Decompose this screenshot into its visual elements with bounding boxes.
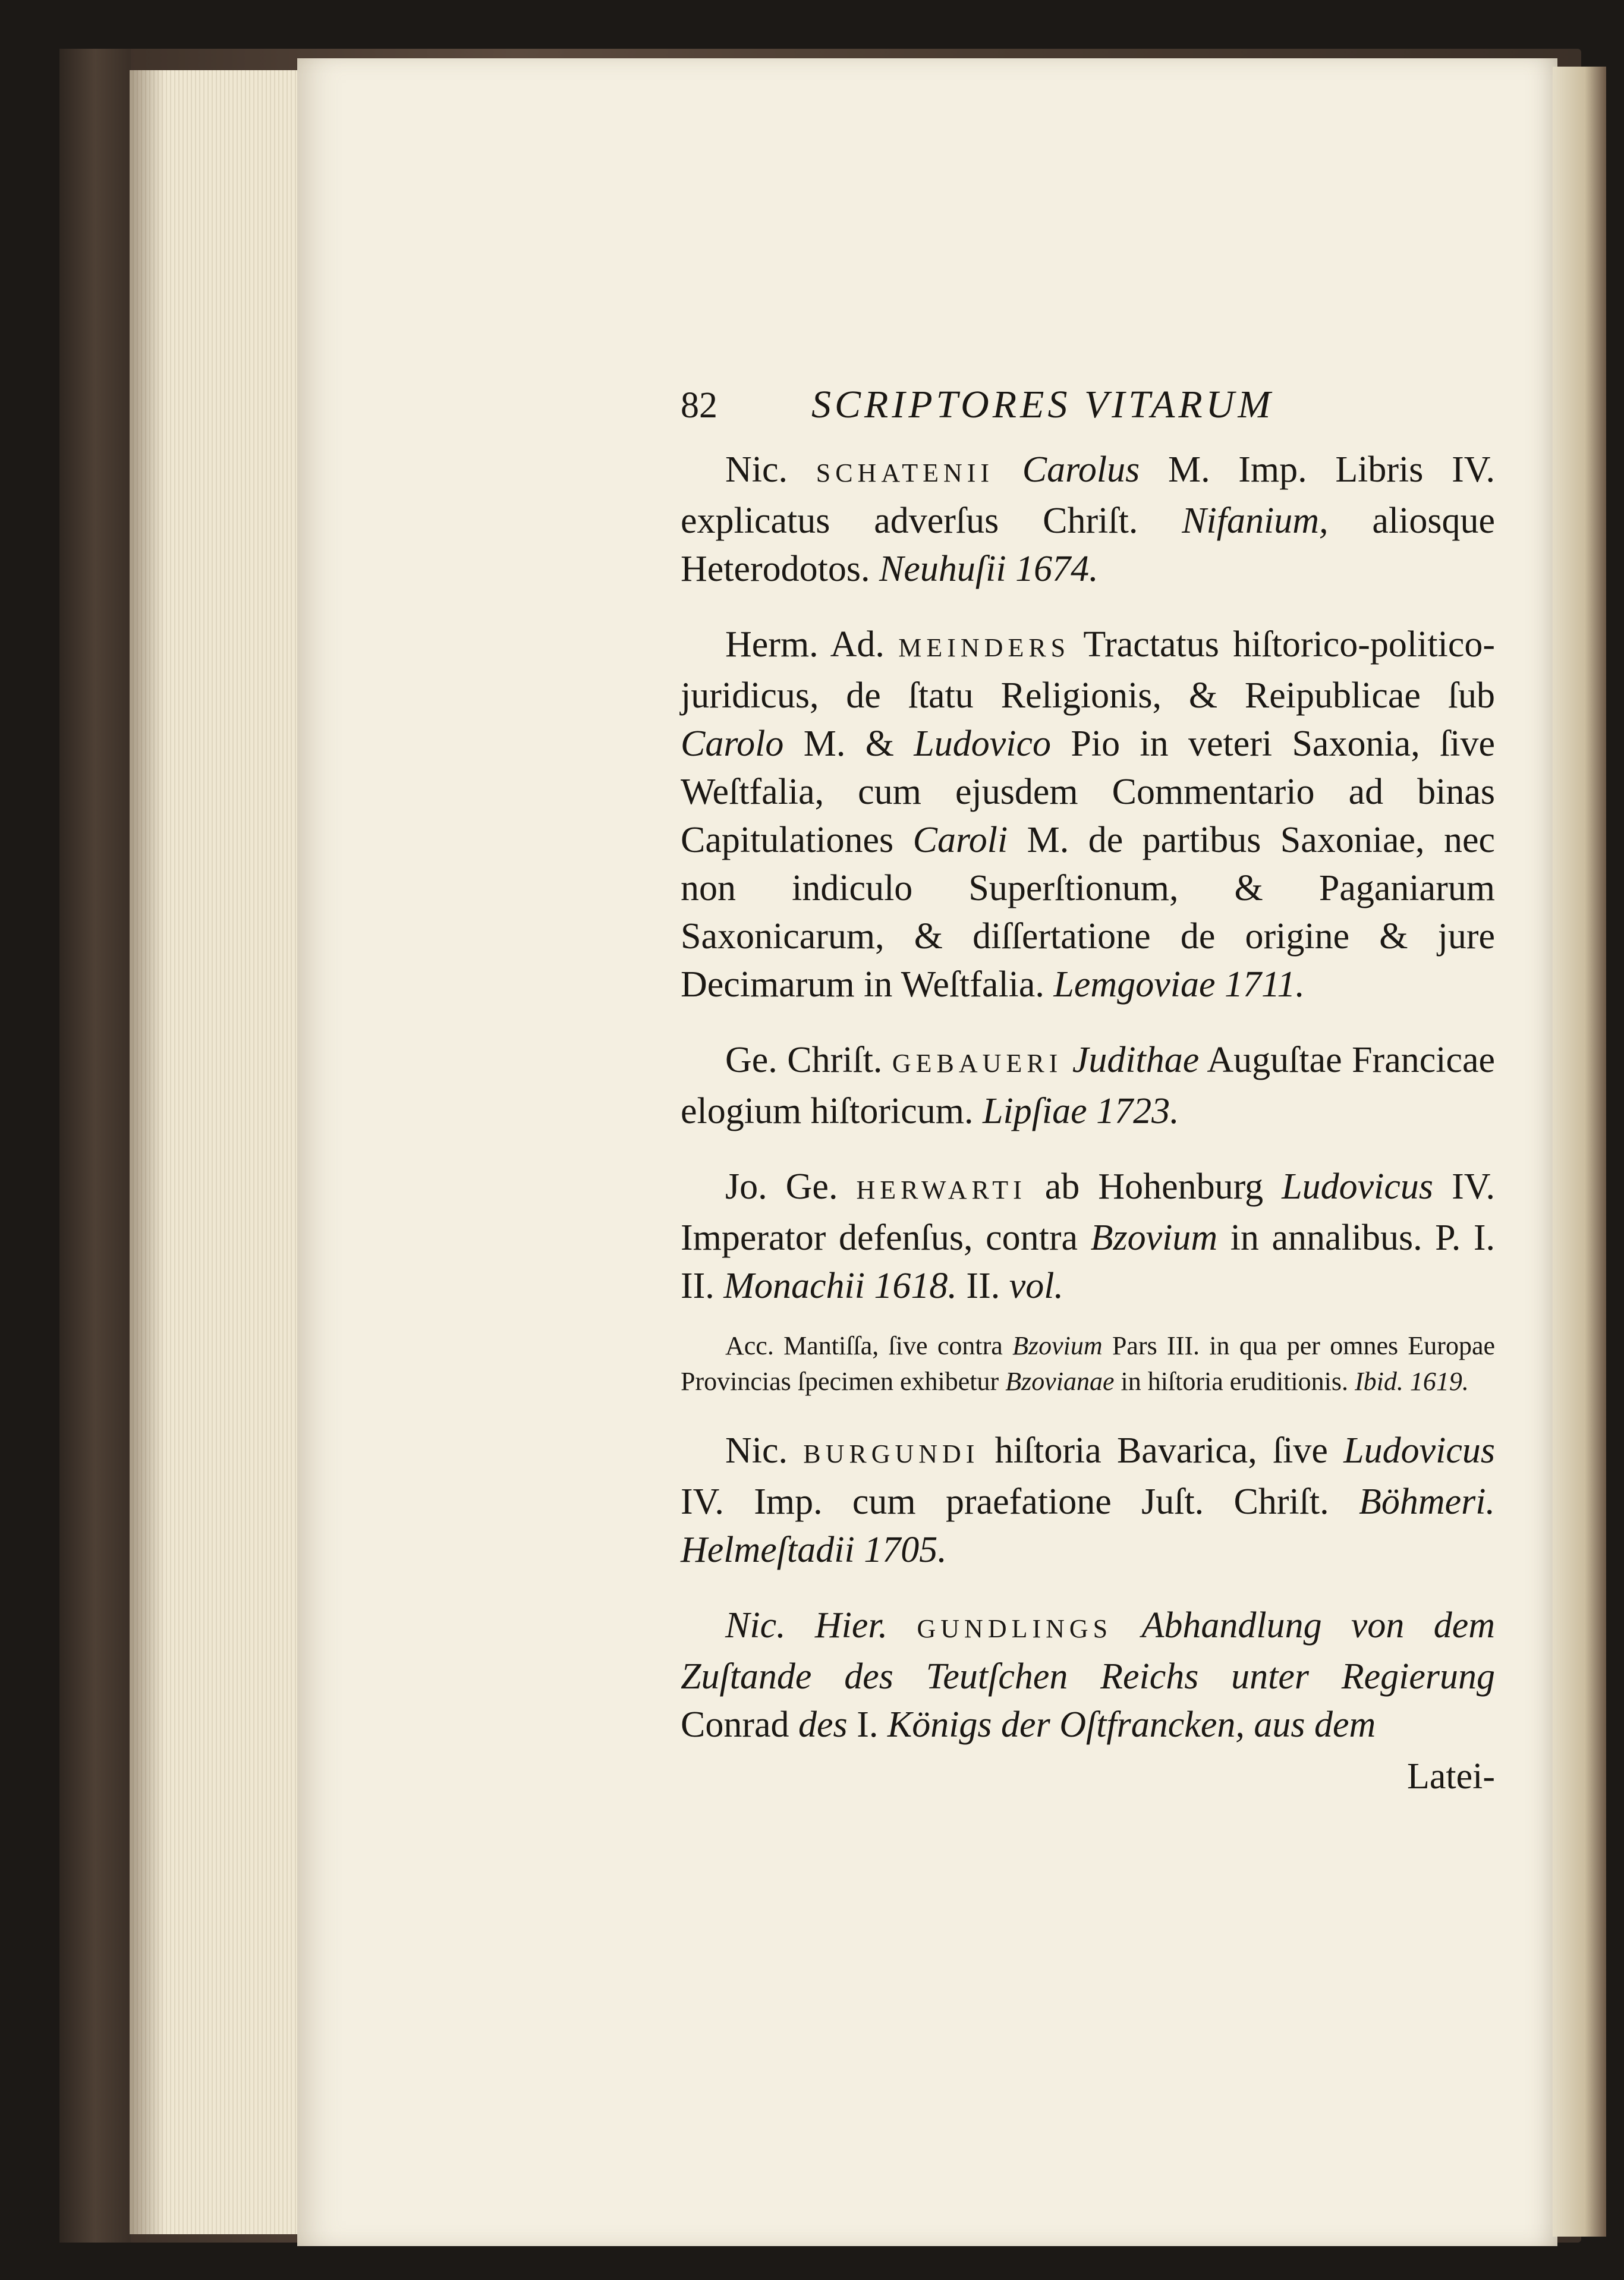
note-text: Acc. Mantiſſa, ſive contra bbox=[725, 1331, 1013, 1360]
entry-text: II. bbox=[956, 1266, 1009, 1306]
entry-text: M. Imp. Libris IV. explicatus adverſus Chriſt. bbox=[681, 449, 1496, 541]
entry-text: M. de partibus Saxoniae, nec non indiculo Superſtionum, & Paganiarum Saxonicarum, & diſſertatione de origine & jure Decimarum in Weſtfalia. bbox=[681, 820, 1495, 1005]
person-name: Ludovicus bbox=[1282, 1166, 1434, 1207]
entry-text: IV. Imp. cum praefatione Juſt. Chriſt. bbox=[681, 1482, 1359, 1522]
entry-note bbox=[681, 1328, 1495, 1400]
note-text: Pars III. in qua per omnes Europae Provincias ſpecimen exhibetur bbox=[681, 1331, 1496, 1396]
entry-text: M. & bbox=[783, 724, 914, 764]
work-title: des bbox=[798, 1705, 848, 1745]
person-name: Judithae bbox=[1072, 1040, 1200, 1080]
page-text bbox=[681, 380, 1495, 1801]
entry-text: ab Hohenburg bbox=[1026, 1166, 1282, 1207]
work-title: Abhandlung von dem Zuſtande des Teutſchen Reichs unter Regierung bbox=[681, 1605, 1495, 1697]
person-name: Caroli bbox=[912, 820, 1008, 860]
entry-text: Tractatus hiſtorico-politico-juridicus, de ſtatu Religionis, & Reipublicae ſub bbox=[681, 624, 1495, 716]
person-name: Ludovicus bbox=[1343, 1430, 1495, 1471]
imprint: Ibid. 1619. bbox=[1355, 1367, 1469, 1396]
entry-text: Nic. Hier. bbox=[725, 1605, 888, 1646]
entry-text: Ge. Chriſt. bbox=[725, 1040, 883, 1080]
work-title: Königs der Oſtfrancken, aus dem bbox=[887, 1705, 1376, 1745]
work-title: Carolus bbox=[1022, 449, 1140, 490]
imprint: Lipſiae 1723. bbox=[983, 1091, 1179, 1131]
catchword: Latei- bbox=[1406, 1756, 1495, 1797]
book-spine-edge bbox=[59, 49, 131, 2243]
entry-gebauer bbox=[681, 1036, 1495, 1136]
author-name: GUNDLINGS bbox=[917, 1614, 1113, 1643]
imprint: Lemgoviae 1711. bbox=[1053, 964, 1305, 1005]
entry-burgundus bbox=[681, 1427, 1495, 1574]
person-name: Bzovium bbox=[1090, 1218, 1218, 1258]
entry-meinders bbox=[681, 621, 1495, 1009]
imprint: Böhmeri. Helmeſtadii 1705. bbox=[681, 1482, 1495, 1570]
author-name: GEBAUERI bbox=[892, 1049, 1063, 1078]
author-name: BURGUNDI bbox=[803, 1439, 980, 1468]
entry-text: I. bbox=[847, 1705, 887, 1745]
entry-text: Auguſtae Francicae elogium hiſtoricum. bbox=[681, 1040, 1496, 1131]
entry-schatenius bbox=[681, 446, 1495, 593]
author-name: MEINDERS bbox=[898, 633, 1071, 662]
imprint: Neuhuſii 1674. bbox=[879, 549, 1099, 589]
person-name: Carolo bbox=[681, 724, 784, 764]
author-name: SCHATENII bbox=[816, 458, 994, 488]
entry-text: Nic. bbox=[725, 1430, 788, 1471]
entry-text: IV. Imperator defenſus, contra bbox=[681, 1166, 1495, 1258]
entry-text: hiſtoria Bavarica, ſive bbox=[979, 1430, 1344, 1471]
entry-text: Nic. bbox=[725, 449, 788, 490]
person-name: Bzovium bbox=[1012, 1331, 1103, 1360]
entry-text: Herm. Ad. bbox=[725, 624, 885, 665]
running-title: SCRIPTORES VITARUM bbox=[811, 383, 1274, 426]
entry-text: Pio in veteri Saxonia, ſive Weſtfalia, cum ejusdem Commentario ad binas Capitulationes bbox=[681, 724, 1496, 860]
page-stack-shadow bbox=[130, 70, 165, 2234]
volume-note: vol. bbox=[1009, 1266, 1063, 1306]
entry-gundling bbox=[681, 1602, 1495, 1749]
entry-text: aliosque Heterodotos. bbox=[681, 501, 1495, 589]
facing-page-edge bbox=[1553, 67, 1606, 2237]
author-name: HERWARTI bbox=[856, 1175, 1027, 1205]
entry-text: Conrad bbox=[681, 1705, 799, 1745]
note-text: in hiſtoria eruditionis. bbox=[1114, 1367, 1355, 1396]
note-term: Bzovianae bbox=[1005, 1367, 1115, 1396]
entry-text: Jo. Ge. bbox=[725, 1166, 838, 1207]
page-number: 82 bbox=[681, 385, 717, 426]
entry-text: in annalibus. P. I. II. bbox=[681, 1218, 1495, 1306]
person-name: Nifanium, bbox=[1182, 501, 1329, 541]
page-header bbox=[681, 380, 1495, 446]
person-name: Ludovico bbox=[914, 724, 1052, 764]
imprint: Monachii 1618. bbox=[723, 1266, 957, 1306]
entry-herwart bbox=[681, 1163, 1495, 1310]
